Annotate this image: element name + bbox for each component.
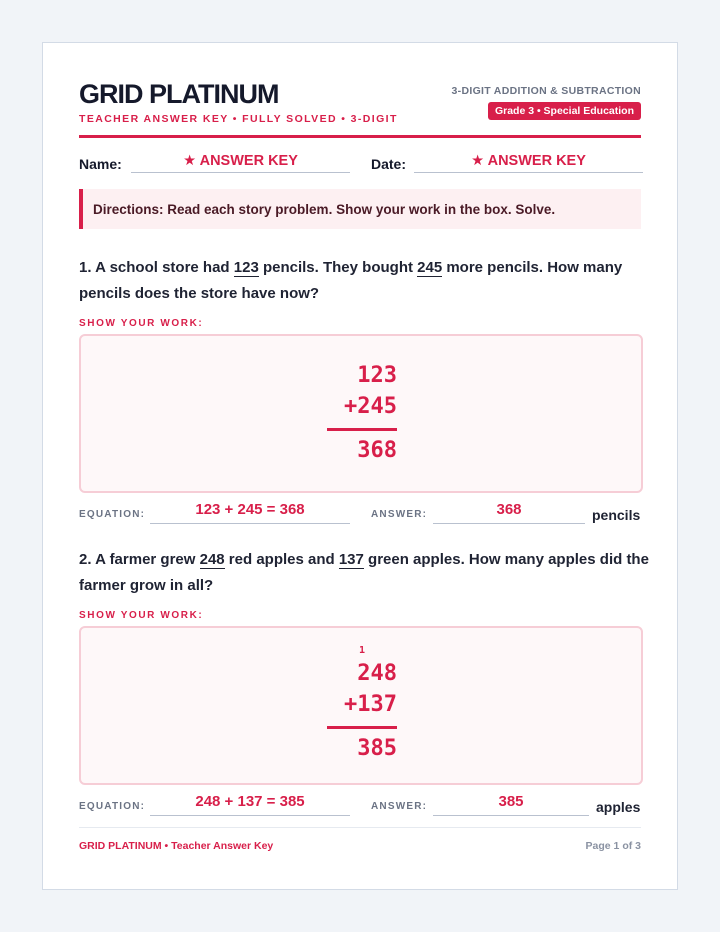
date-field[interactable]: ★ ANSWER KEY (471, 153, 586, 169)
answer-unit: pencils (592, 507, 641, 523)
brand-title: GRID PLATINUM (79, 79, 279, 109)
work-label: SHOW YOUR WORK: (79, 318, 204, 329)
calc-bottom-number: +137 (344, 692, 397, 717)
footer-divider (79, 827, 641, 828)
question-text: pencils. They bought (258, 259, 418, 276)
answer-line (433, 815, 589, 816)
problem-1-question (79, 255, 649, 307)
equation-field[interactable]: 248 + 137 = 385 (195, 793, 305, 810)
calc-sum-bar (327, 428, 397, 431)
question-text: red apples and (224, 551, 339, 568)
brand-subtitle: TEACHER ANSWER KEY • FULLY SOLVED • 3-DIGIT (79, 113, 398, 125)
calc-result: 368 (357, 438, 397, 463)
work-label: SHOW YOUR WORK: (79, 610, 204, 621)
equation-line (150, 815, 350, 816)
directions-box: Directions: Read each story problem. Show your work in the box. Solve. (79, 189, 641, 229)
page-number: Page 1 of 3 (585, 840, 641, 852)
calc-top-number: 123 (357, 363, 397, 388)
equation-line (150, 523, 350, 524)
number-underlined: 137 (338, 551, 364, 568)
question-text: green apples. How many apples did the farmer grow in all? (79, 551, 649, 594)
topic-label: 3-DIGIT ADDITION & SUBTRACTION (451, 85, 641, 97)
grade-badge: Grade 3 • Special Education (488, 102, 641, 120)
calc-top-number: 248 (357, 661, 397, 686)
vertical-calculation (327, 644, 397, 764)
calc-sum-bar (327, 726, 397, 729)
number-underlined: 123 (233, 259, 259, 276)
calc-bottom-number: +245 (344, 394, 397, 419)
calc-carry-digit: 1 (359, 645, 366, 656)
answer-field[interactable]: 385 (498, 793, 524, 810)
question-text: 2. A farmer grew (79, 551, 200, 568)
answer-unit: apples (596, 799, 641, 815)
answer-label: ANSWER: (371, 509, 428, 520)
date-line (414, 172, 643, 173)
work-box[interactable] (79, 334, 643, 493)
date-label: Date: (371, 156, 407, 172)
vertical-calculation (327, 360, 397, 466)
question-text: 1. A school store had (79, 259, 234, 276)
work-box[interactable] (79, 626, 643, 785)
answer-label: ANSWER: (371, 801, 428, 812)
answer-line (433, 523, 585, 524)
equation-label: EQUATION: (79, 509, 146, 520)
calc-result: 385 (357, 736, 397, 761)
equation-label: EQUATION: (79, 801, 146, 812)
answer-field[interactable]: 368 (496, 501, 522, 518)
equation-field[interactable]: 123 + 245 = 368 (195, 501, 305, 518)
header-divider (79, 135, 641, 138)
name-label: Name: (79, 156, 122, 172)
number-underlined: 248 (199, 551, 225, 568)
name-line (131, 172, 350, 173)
worksheet-page (42, 42, 678, 890)
footer-brand: GRID PLATINUM • Teacher Answer Key (79, 840, 274, 852)
number-underlined: 245 (417, 259, 443, 276)
question-text: more pencils. How many pencils does the store have now? (79, 259, 623, 302)
problem-2-question (79, 547, 649, 599)
name-field[interactable]: ★ ANSWER KEY (183, 153, 298, 169)
